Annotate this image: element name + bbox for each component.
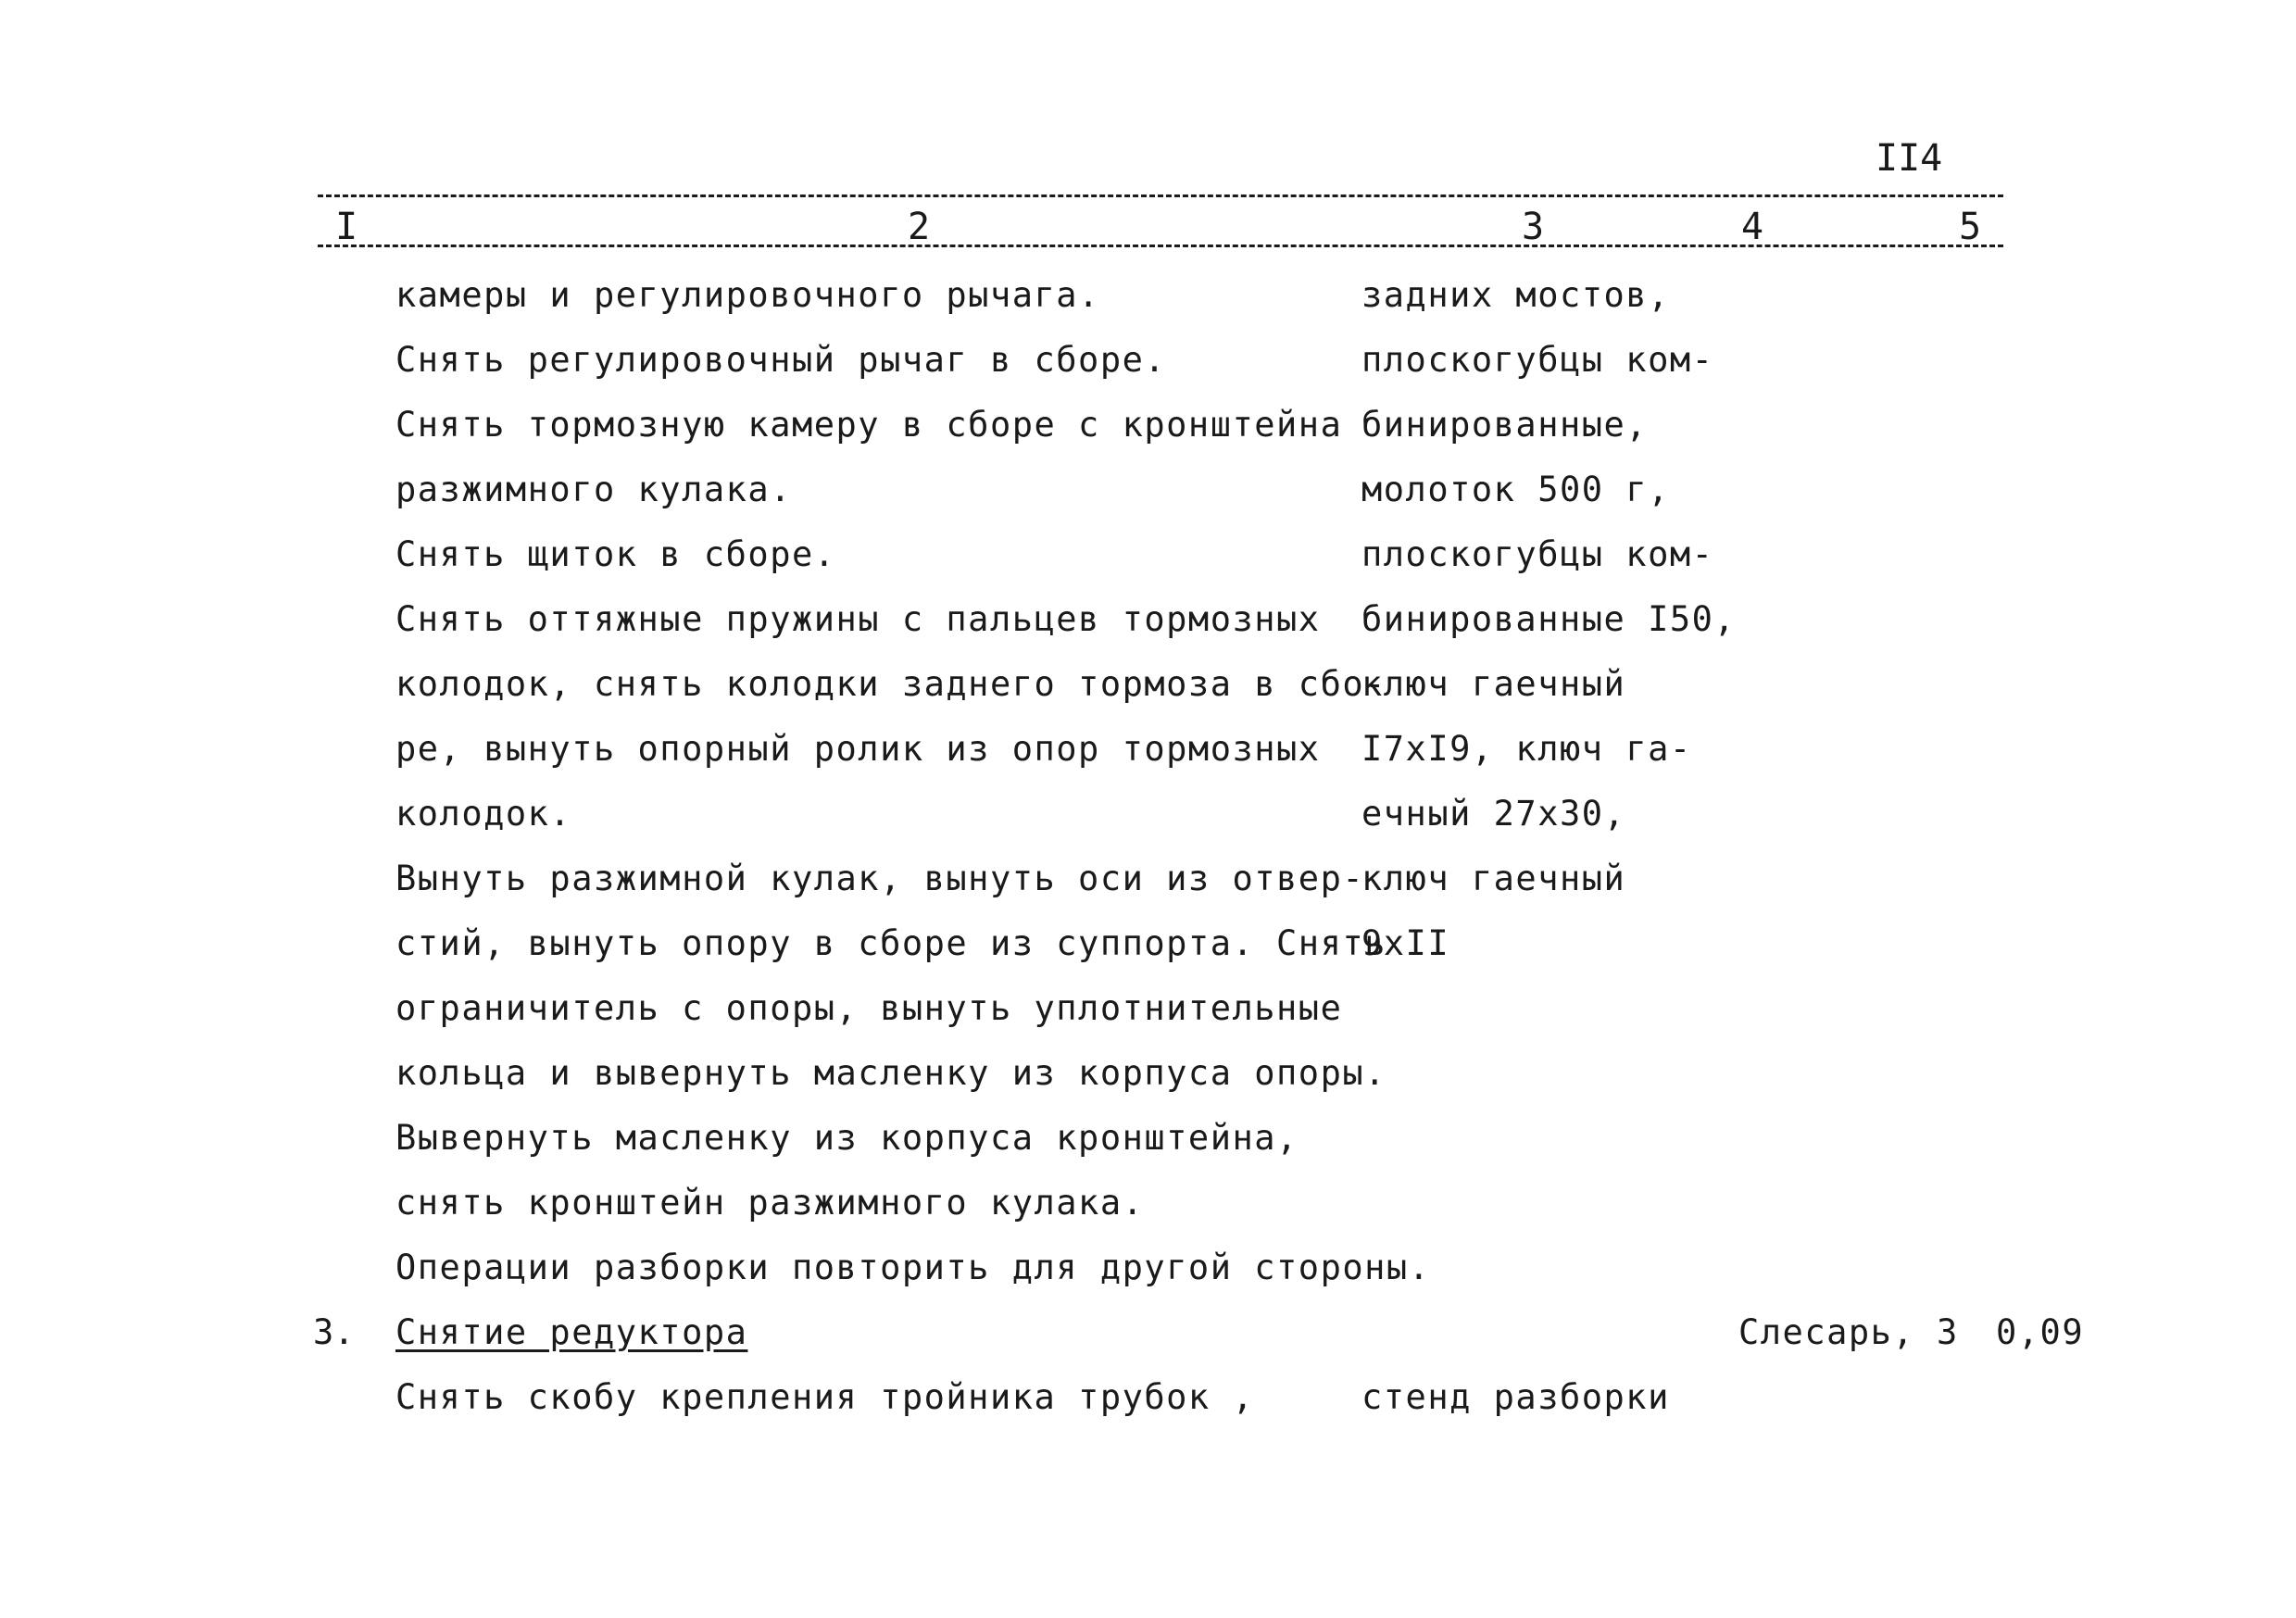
tool-line: ечный 27x30, (1361, 794, 1626, 834)
tool-line: бинированные I50, (1361, 599, 1737, 639)
operation-line: кольца и вывернуть масленку из корпуса опоры. (395, 1053, 1386, 1093)
tool-line: бинированные, (1361, 405, 1649, 445)
tool-line: молоток 500 г, (1361, 470, 1670, 509)
performer: Слесарь, 3 (1738, 1312, 1959, 1352)
operation-line: камеры и регулировочного рычага. (395, 275, 1100, 315)
tool-line: стенд разборки (1361, 1377, 1670, 1417)
tool-line: I7xI9, ключ га- (1361, 729, 1692, 769)
operation-line: Снять тормозную камеру в сборе с кронштейна (395, 405, 1343, 445)
operation-line: разжимного кулака. (395, 470, 792, 509)
tool-line: плоскогубцы ком- (1361, 340, 1714, 380)
header-dash-line-top (318, 194, 2003, 197)
operation-line: Снять скобу крепления тройника трубок , (395, 1377, 1255, 1417)
column-number-4: 4 (1741, 206, 1764, 248)
operation-line: Операции разборки повторить для другой стороны. (395, 1248, 1431, 1287)
page-number: II4 (1876, 137, 1943, 180)
tool-line: плоскогубцы ком- (1361, 534, 1714, 574)
column-number-1: I (335, 206, 358, 248)
section-number: 3. (313, 1312, 355, 1352)
column-number-2: 2 (908, 206, 931, 248)
tool-line: задних мостов, (1361, 275, 1670, 315)
operation-line: стий, вынуть опору в сборе из суппорта. Снять (395, 923, 1386, 963)
time-norm: 0,09 (1996, 1312, 2085, 1352)
operation-line: Снять щиток в сборе. (395, 534, 836, 574)
tool-line: ключ гаечный (1361, 859, 1626, 898)
operation-line: Снять оттяжные пружины с пальцев тормозных (395, 599, 1321, 639)
section-title: Снятие редуктора (395, 1312, 748, 1352)
operation-line: ограничитель с опоры, вынуть уплотнительные (395, 988, 1343, 1028)
operation-line: колодок, снять колодки заднего тормоза в сбо- (395, 664, 1386, 704)
tool-line: 9xII (1361, 923, 1450, 963)
operation-line: снять кронштейн разжимного кулака. (395, 1183, 1145, 1223)
column-number-3: 3 (1522, 206, 1545, 248)
tool-line: ключ гаечный (1361, 664, 1626, 704)
operation-line: ре, вынуть опорный ролик из опор тормозных (395, 729, 1321, 769)
operation-line: колодок. (395, 794, 572, 834)
operation-line: Вынуть разжимной кулак, вынуть оси из отвер- (395, 859, 1365, 898)
column-number-5: 5 (1959, 206, 1982, 248)
operation-line: Вывернуть масленку из корпуса кронштейна, (395, 1118, 1299, 1158)
operation-line: Снять регулировочный рычаг в сборе. (395, 340, 1167, 380)
